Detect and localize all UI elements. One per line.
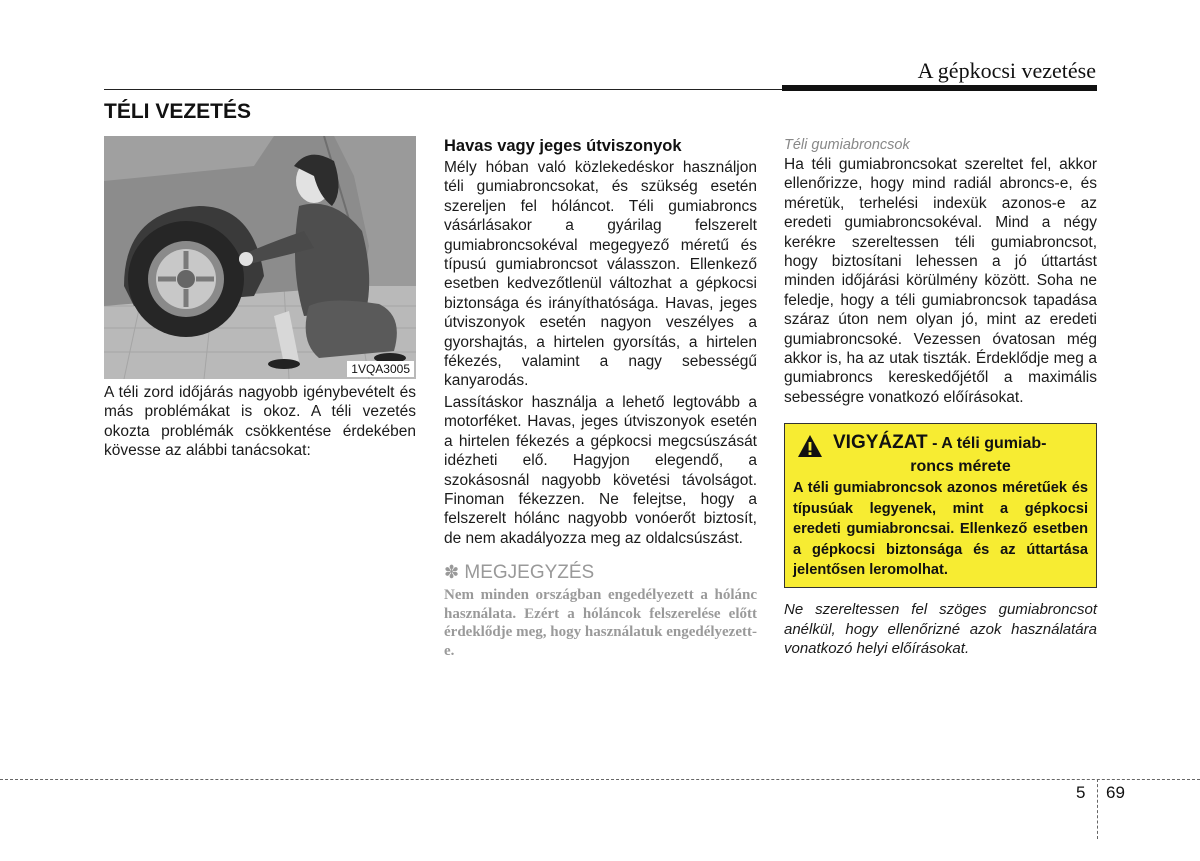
warning-subtitle-line-2: roncs mérete (910, 458, 1011, 476)
snowy-roads-paragraph-2: Lassításkor használja a lehető legtovább a motorféket. Havas, jeges útviszonyok esetén a hirtelen fékezés a gépkocsi megcsúszását idézheti elő. Hagyjon elegendő, a szokásosnál nagyobb követési távolságot. Finoman fékezzen. Ne felejtse, hogy a felszerelt hólánc nagyobb vonóerőt biztosít, de nem akadályozza meg az oldalcsúszást. (444, 393, 757, 547)
column-left (104, 136, 416, 461)
photo-code-label: 1VQA3005 (347, 361, 414, 377)
snowy-roads-heading: Havas vagy jeges útviszonyok (444, 137, 682, 155)
header-rule-thick (782, 85, 1097, 91)
warning-body: A téli gumiabroncsok azonos méretűek és típusúak legyenek, mint a gépkocsi eredeti gumiabroncsai. Ellenkező esetben a gépkocsi biztonsága és az úttartása jelentősen leromolhat. (793, 480, 1088, 579)
chapter-title: A gépkocsi vezetése (917, 58, 1096, 83)
note-title-text: MEGJEGYZÉS (464, 562, 595, 584)
tire-illustration (104, 136, 416, 379)
note-body: Nem minden országban engedélyezett a hólánc használata. Ezért a hóláncok felszerelése előtt érdeklődje meg, hogy használatuk engedélyezett-e. (444, 587, 757, 659)
winter-tire-photo (104, 136, 416, 379)
warning-triangle-icon (797, 434, 823, 458)
column-middle (444, 137, 757, 661)
page-number: 69 (1106, 783, 1125, 802)
note-title (444, 562, 757, 584)
warning-title: VIGYÁZAT (833, 432, 928, 454)
warning-box (784, 423, 1097, 588)
warning-header (793, 432, 1088, 458)
warning-subtitle-line-1: A téli gumiab- (941, 435, 1047, 453)
intro-paragraph: A téli zord időjárás nagyobb igénybevételt és más problémákat is okoz. A téli vezetés okozta problémák csökkentése érdekében kövesse az alábbi tanácsokat: (104, 384, 416, 460)
column-right (784, 137, 1097, 659)
footer-vertical-divider (1097, 779, 1098, 839)
winter-tires-subheading: Téli gumiabroncsok (784, 137, 910, 153)
section-number: 5 (1076, 783, 1086, 802)
studded-tires-note: Ne szereltessen fel szöges gumiabroncsot anélkül, hogy ellenőrizné azok használatára vonatkozó helyi előírásokat. (784, 600, 1097, 658)
snowy-roads-paragraph-1: Mély hóban való közlekedéskor használjon téli gumiabroncsokat, és szükség esetén szereljen fel hóláncot. Téli gumiabroncs vásárlásakor a gyárilag felszerelt gumiabroncsokéval megegyező méretű és típusú gumiabroncsot válasszon. Ellenkező esetben kedvezőtlenül változhat a gépkocsi biztonsága és irányíthatósága. Havas, jeges útviszonyok esetén nagyon veszélyes a gyorshajtás, a hirtelen gyorsítás, a hirtelen fékezés, valamint a nagy sebességű kanyarodás. (444, 159, 757, 390)
footer-divider (0, 779, 1200, 780)
warning-title-separator: - (927, 435, 942, 453)
note-icon: ✽ (444, 562, 460, 583)
winter-tires-paragraph: Ha téli gumiabroncsokat szereltet fel, akkor ellenőrizze, hogy mind radiál abroncs-e, és méretük, terhelési indexük azonos-e az eredeti gumiabroncsokéval. Mind a négy kerékre szereltessen téli gumiabroncsot, hogy biztosítani lehessen a jó úttartást minden időjárási körülmény között. Soha ne feledje, hogy a téli gumiabroncsok tapadása száraz úton nem olyan jó, mint az eredeti gumiabroncsoké. Vezessen óvatosan még akkor is, ha az utak tiszták. Érdeklődje meg a gumiabroncs kereskedőjétől a maximális sebességre vonatkozó előírásokat. (784, 156, 1097, 406)
section-title: TÉLI VEZETÉS (104, 100, 252, 123)
